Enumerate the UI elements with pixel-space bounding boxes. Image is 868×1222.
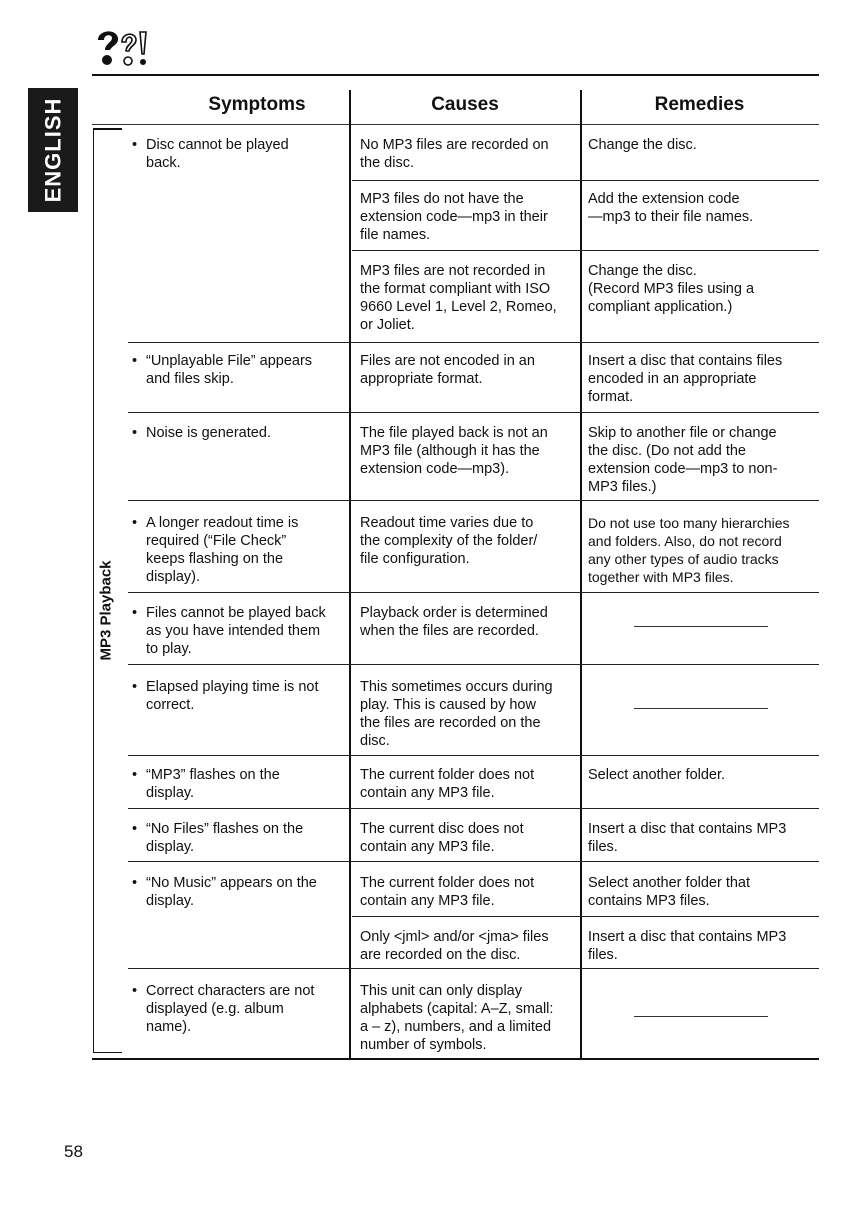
section-label: MP3 Playback bbox=[97, 559, 115, 661]
cause-cell: Only <jml> and/or <jma> files are recorded on the disc. bbox=[360, 929, 549, 963]
sub-row-rule bbox=[352, 250, 819, 251]
bottom-rule bbox=[92, 1058, 819, 1060]
cause-cell: MP3 files do not have the extension code—mp3 in their file names. bbox=[360, 191, 548, 243]
troubleshooting-icon bbox=[92, 26, 156, 70]
symptom-cell: • Noise is generated. bbox=[130, 424, 361, 442]
row-rule bbox=[128, 755, 819, 756]
symptom-cell: • “No Files” flashes on the display. bbox=[130, 820, 361, 856]
symptom-cell: • “MP3” flashes on the display. bbox=[130, 766, 361, 802]
remedy-cell: Change the disc. bbox=[588, 137, 697, 153]
remedy-cell: Insert a disc that contains files encoded in an appropriate format. bbox=[588, 353, 783, 405]
cause-cell: This sometimes occurs during play. This is caused by how the files are recorded on the disc. bbox=[360, 679, 553, 749]
symptom-cell: • Elapsed playing time is not correct. bbox=[130, 678, 361, 714]
remedy-cell: Add the extension code —mp3 to their file names. bbox=[588, 191, 754, 225]
header-remedies: Remedies bbox=[654, 94, 745, 115]
row-rule bbox=[128, 412, 819, 413]
cause-cell: The current folder does not contain any MP3 file. bbox=[360, 767, 535, 801]
header-symptoms: Symptoms bbox=[208, 94, 306, 115]
row-rule bbox=[128, 342, 819, 343]
row-rule bbox=[128, 592, 819, 593]
row-rule bbox=[128, 861, 819, 862]
column-divider bbox=[580, 90, 582, 1060]
cause-cell: Playback order is determined when the files are recorded. bbox=[360, 605, 548, 639]
header-rule bbox=[92, 124, 819, 125]
cause-cell: Readout time varies due to the complexity of the folder/ file configuration. bbox=[360, 515, 538, 567]
remedy-cell: Select another folder that contains MP3 files. bbox=[588, 875, 751, 909]
language-tab-label: ENGLISH bbox=[40, 97, 66, 203]
remedy-cell: Select another folder. bbox=[588, 767, 726, 783]
cause-cell: The current folder does not contain any MP3 file. bbox=[360, 875, 535, 909]
remedy-cell: Skip to another file or change the disc. (Do not add the extension code—mp3 to non- MP3 files.) bbox=[588, 425, 778, 495]
row-rule bbox=[128, 808, 819, 809]
sub-row-rule bbox=[352, 180, 819, 181]
cause-cell: The file played back is not an MP3 file (although it has the extension code—mp3). bbox=[360, 425, 548, 477]
page-number: 58 bbox=[64, 1142, 83, 1161]
header-causes: Causes bbox=[431, 94, 499, 115]
symptom-cell: • A longer readout time is required (“File Check” keeps flashing on the display). bbox=[130, 514, 361, 586]
top-rule bbox=[92, 74, 819, 76]
empty-remedy-dash bbox=[634, 708, 768, 709]
empty-remedy-dash bbox=[634, 626, 768, 627]
row-rule bbox=[128, 968, 819, 969]
remedy-cell: Change the disc. (Record MP3 files using a compliant application.) bbox=[588, 263, 755, 315]
empty-remedy-dash bbox=[634, 1016, 768, 1017]
table-header bbox=[92, 88, 819, 124]
row-rule bbox=[128, 500, 819, 501]
symptom-cell: • “No Music” appears on the display. bbox=[130, 874, 361, 910]
remedy-cell: Insert a disc that contains MP3 files. bbox=[588, 821, 787, 855]
sub-row-rule bbox=[352, 916, 819, 917]
symptom-cell: • Correct characters are not displayed (e.g. album name). bbox=[130, 982, 361, 1036]
row-rule bbox=[128, 664, 819, 665]
cause-cell: No MP3 files are recorded on the disc. bbox=[360, 137, 549, 171]
cause-cell: MP3 files are not recorded in the format compliant with ISO 9660 Level 1, Level 2, Romeo, or Joliet. bbox=[360, 263, 557, 333]
symptom-cell: • “Unplayable File” appears and files skip. bbox=[130, 352, 361, 388]
cause-cell: The current disc does not contain any MP3 file. bbox=[360, 821, 524, 855]
cause-cell: Files are not encoded in an appropriate format. bbox=[360, 353, 535, 387]
remedy-cell: Insert a disc that contains MP3 files. bbox=[588, 929, 787, 963]
remedy-cell: Do not use too many hierarchies and folders. Also, do not record any other types of audio tracks together with MP3 files. bbox=[588, 515, 790, 585]
language-tab bbox=[28, 88, 78, 212]
symptom-cell: • Disc cannot be played back. bbox=[130, 136, 361, 172]
symptom-cell: • Files cannot be played back as you have intended them to play. bbox=[130, 604, 361, 658]
cause-cell: This unit can only display alphabets (capital: A–Z, small: a – z), numbers, and a limited number of symbols. bbox=[360, 983, 554, 1053]
